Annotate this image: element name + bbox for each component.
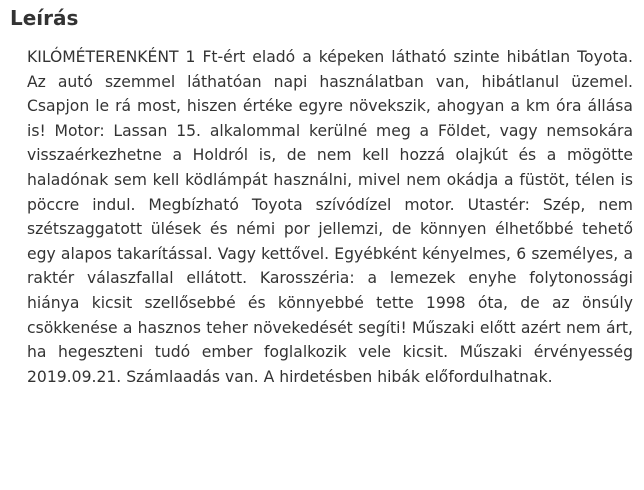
section-title: Leírás — [10, 6, 79, 30]
description-text: KILÓMÉTERENKÉNT 1 Ft-ért eladó a képeken látható szinte hibátlan Toyota. Az autó szemmel láthatóan napi használatban van, hibátlanul üzemel. Csapjon le rá most, hiszen értéke egyre növekszik, ahogyan a km óra állása is! Motor: Lassan 15. alkalommal kerülné meg a Földet, vagy nemsokára visszaérkezhetne a Holdról is, de nem kell hozzá olajkút és a mögötte haladónak sem kell ködlámpát használni, mivel nem okádja a füstöt, télen is pöccre indul. Megbízható Toyota szívódízel motor. Utastér: Szép, nem szétszaggatott ülések és némi por jellemzi, de könnyen élhetőbbé tehető egy alapos takarítással. Vagy kettővel. Egyébként kényelmes, 6 személyes, a raktér válaszfallal ellátott. Karosszéria: a lemezek enyhe folytonossági hiánya kicsit szellősebbé és könnyebbé tette 1998 óta, de az önsúly csökkenése a hasznos teher növekedését segíti! Műszaki előtt azért nem árt, ha hegeszteni tudó ember foglalkozik vele kicsit. Műszaki érvényesség 2019.09.21. Számlaadás van. A hirdetésben hibák előfordulhatnak. — [27, 48, 633, 386]
